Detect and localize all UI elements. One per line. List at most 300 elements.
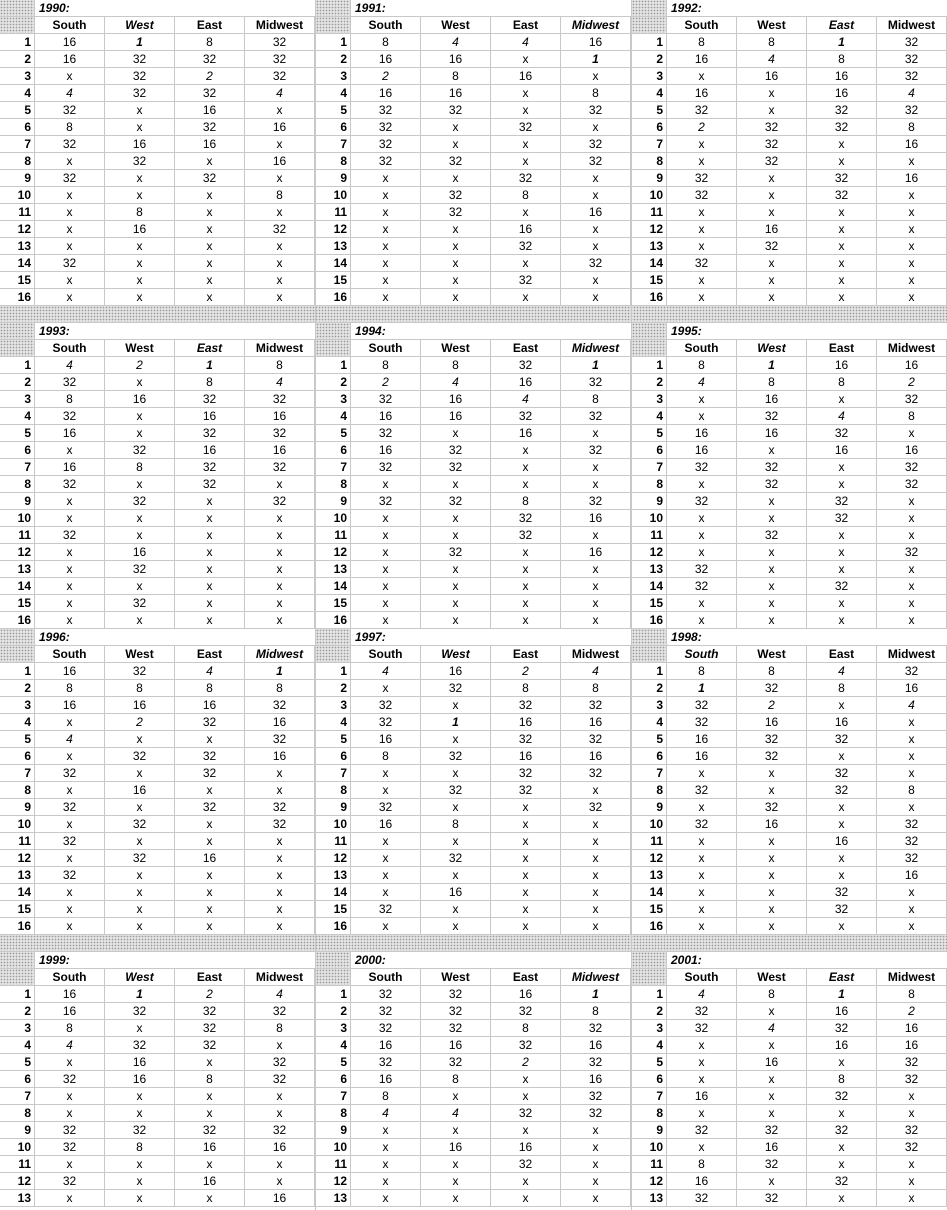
data-cell[interactable]: 32: [351, 153, 421, 170]
year-label[interactable]: 2001:: [667, 952, 947, 969]
data-cell[interactable]: x: [667, 289, 737, 306]
data-cell[interactable]: 16: [105, 1071, 175, 1088]
data-cell[interactable]: 32: [491, 697, 561, 714]
data-cell[interactable]: 16: [351, 1071, 421, 1088]
data-cell[interactable]: x: [807, 1156, 877, 1173]
data-cell[interactable]: 16: [667, 85, 737, 102]
data-cell[interactable]: 4: [491, 34, 561, 51]
data-cell[interactable]: 4: [421, 1105, 491, 1122]
data-cell[interactable]: x: [175, 289, 245, 306]
data-cell[interactable]: x: [737, 1088, 807, 1105]
column-header-west[interactable]: West: [421, 340, 491, 357]
data-cell[interactable]: 32: [105, 748, 175, 765]
data-cell[interactable]: x: [491, 561, 561, 578]
data-cell[interactable]: 16: [175, 697, 245, 714]
data-cell[interactable]: 32: [245, 1003, 315, 1020]
data-cell[interactable]: 16: [421, 1139, 491, 1156]
column-header-south[interactable]: South: [667, 969, 737, 986]
data-cell[interactable]: x: [491, 850, 561, 867]
data-cell[interactable]: x: [737, 1105, 807, 1122]
data-cell[interactable]: 16: [737, 68, 807, 85]
column-header-midwest[interactable]: Midwest: [877, 17, 947, 34]
data-cell[interactable]: x: [245, 561, 315, 578]
data-cell[interactable]: 32: [667, 578, 737, 595]
data-cell[interactable]: 32: [105, 663, 175, 680]
column-header-east[interactable]: East: [491, 646, 561, 663]
data-cell[interactable]: 32: [491, 408, 561, 425]
column-header-midwest[interactable]: Midwest: [877, 969, 947, 986]
column-header-west[interactable]: West: [421, 969, 491, 986]
data-cell[interactable]: 16: [737, 391, 807, 408]
data-cell[interactable]: 16: [175, 102, 245, 119]
data-cell[interactable]: 32: [491, 357, 561, 374]
column-header-midwest[interactable]: Midwest: [561, 340, 631, 357]
data-cell[interactable]: 32: [737, 680, 807, 697]
data-cell[interactable]: 32: [877, 833, 947, 850]
column-header-midwest[interactable]: Midwest: [245, 646, 315, 663]
data-cell[interactable]: x: [561, 425, 631, 442]
data-cell[interactable]: x: [245, 544, 315, 561]
data-cell[interactable]: 32: [105, 1122, 175, 1139]
data-cell[interactable]: 8: [737, 34, 807, 51]
data-cell[interactable]: 4: [175, 663, 245, 680]
data-cell[interactable]: x: [421, 867, 491, 884]
data-cell[interactable]: 8: [491, 1020, 561, 1037]
data-cell[interactable]: 32: [877, 544, 947, 561]
data-cell[interactable]: 32: [667, 561, 737, 578]
data-cell[interactable]: x: [737, 289, 807, 306]
data-cell[interactable]: x: [351, 255, 421, 272]
data-cell[interactable]: 8: [421, 1071, 491, 1088]
year-label[interactable]: 2000:: [351, 952, 631, 969]
data-cell[interactable]: 8: [105, 1139, 175, 1156]
data-cell[interactable]: 32: [351, 102, 421, 119]
data-cell[interactable]: x: [35, 442, 105, 459]
year-label[interactable]: 1994:: [351, 323, 631, 340]
data-cell[interactable]: 32: [667, 697, 737, 714]
column-header-east[interactable]: East: [491, 969, 561, 986]
data-cell[interactable]: x: [175, 1054, 245, 1071]
data-cell[interactable]: 16: [245, 714, 315, 731]
data-cell[interactable]: x: [421, 272, 491, 289]
column-header-east[interactable]: East: [491, 17, 561, 34]
data-cell[interactable]: 32: [877, 459, 947, 476]
data-cell[interactable]: 16: [491, 986, 561, 1003]
data-cell[interactable]: 16: [667, 442, 737, 459]
data-cell[interactable]: x: [175, 901, 245, 918]
data-cell[interactable]: 32: [491, 765, 561, 782]
data-cell[interactable]: x: [737, 544, 807, 561]
data-cell[interactable]: 32: [421, 680, 491, 697]
data-cell[interactable]: 32: [105, 442, 175, 459]
data-cell[interactable]: x: [491, 918, 561, 935]
data-cell[interactable]: x: [175, 527, 245, 544]
data-cell[interactable]: 4: [421, 34, 491, 51]
data-cell[interactable]: x: [561, 850, 631, 867]
data-cell[interactable]: 32: [807, 884, 877, 901]
data-cell[interactable]: x: [561, 1139, 631, 1156]
data-cell[interactable]: x: [421, 578, 491, 595]
data-cell[interactable]: 8: [491, 680, 561, 697]
data-cell[interactable]: 32: [245, 221, 315, 238]
data-cell[interactable]: x: [491, 799, 561, 816]
data-cell[interactable]: 32: [877, 68, 947, 85]
data-cell[interactable]: 32: [667, 459, 737, 476]
data-cell[interactable]: 32: [105, 816, 175, 833]
data-cell[interactable]: x: [877, 493, 947, 510]
data-cell[interactable]: 32: [667, 782, 737, 799]
data-cell[interactable]: x: [807, 221, 877, 238]
data-cell[interactable]: x: [737, 918, 807, 935]
data-cell[interactable]: x: [245, 867, 315, 884]
data-cell[interactable]: 32: [351, 391, 421, 408]
data-cell[interactable]: x: [877, 765, 947, 782]
data-cell[interactable]: x: [351, 187, 421, 204]
data-cell[interactable]: 32: [561, 102, 631, 119]
data-cell[interactable]: x: [737, 765, 807, 782]
data-cell[interactable]: 4: [421, 374, 491, 391]
data-cell[interactable]: 32: [245, 816, 315, 833]
data-cell[interactable]: x: [351, 221, 421, 238]
data-cell[interactable]: x: [175, 782, 245, 799]
data-cell[interactable]: x: [737, 612, 807, 629]
data-cell[interactable]: x: [35, 901, 105, 918]
year-label[interactable]: 1993:: [35, 323, 315, 340]
data-cell[interactable]: x: [491, 1071, 561, 1088]
data-cell[interactable]: 4: [35, 85, 105, 102]
data-cell[interactable]: 32: [35, 170, 105, 187]
data-cell[interactable]: 32: [245, 51, 315, 68]
data-cell[interactable]: x: [421, 595, 491, 612]
data-cell[interactable]: 32: [561, 1088, 631, 1105]
data-cell[interactable]: 8: [561, 1003, 631, 1020]
data-cell[interactable]: x: [421, 1088, 491, 1105]
data-cell[interactable]: 32: [807, 425, 877, 442]
data-cell[interactable]: x: [105, 612, 175, 629]
data-cell[interactable]: 32: [421, 493, 491, 510]
data-cell[interactable]: 32: [105, 1003, 175, 1020]
data-cell[interactable]: x: [175, 238, 245, 255]
data-cell[interactable]: 32: [877, 391, 947, 408]
data-cell[interactable]: x: [245, 850, 315, 867]
data-cell[interactable]: 16: [351, 51, 421, 68]
year-label[interactable]: 1998:: [667, 629, 947, 646]
data-cell[interactable]: x: [561, 867, 631, 884]
data-cell[interactable]: 32: [351, 1020, 421, 1037]
data-cell[interactable]: x: [421, 289, 491, 306]
data-cell[interactable]: 16: [491, 374, 561, 391]
data-cell[interactable]: x: [667, 1105, 737, 1122]
data-cell[interactable]: x: [877, 1173, 947, 1190]
data-cell[interactable]: x: [175, 255, 245, 272]
data-cell[interactable]: x: [807, 867, 877, 884]
data-cell[interactable]: 8: [245, 1020, 315, 1037]
data-cell[interactable]: 4: [351, 1105, 421, 1122]
data-cell[interactable]: 32: [245, 34, 315, 51]
data-cell[interactable]: 32: [351, 697, 421, 714]
data-cell[interactable]: x: [421, 476, 491, 493]
data-cell[interactable]: 32: [877, 816, 947, 833]
data-cell[interactable]: x: [667, 272, 737, 289]
data-cell[interactable]: x: [351, 867, 421, 884]
data-cell[interactable]: 16: [807, 1037, 877, 1054]
data-cell[interactable]: x: [491, 1122, 561, 1139]
data-cell[interactable]: x: [175, 1156, 245, 1173]
column-header-midwest[interactable]: Midwest: [561, 646, 631, 663]
data-cell[interactable]: 8: [667, 357, 737, 374]
column-header-south[interactable]: South: [351, 340, 421, 357]
data-cell[interactable]: x: [351, 544, 421, 561]
data-cell[interactable]: x: [737, 493, 807, 510]
data-cell[interactable]: 16: [877, 136, 947, 153]
data-cell[interactable]: x: [175, 612, 245, 629]
data-cell[interactable]: 32: [737, 136, 807, 153]
data-cell[interactable]: 8: [667, 1156, 737, 1173]
data-cell[interactable]: x: [35, 238, 105, 255]
data-cell[interactable]: 32: [175, 51, 245, 68]
data-cell[interactable]: 32: [877, 850, 947, 867]
data-cell[interactable]: x: [667, 918, 737, 935]
data-cell[interactable]: x: [561, 187, 631, 204]
data-cell[interactable]: 16: [175, 442, 245, 459]
data-cell[interactable]: 32: [105, 561, 175, 578]
data-cell[interactable]: 16: [35, 697, 105, 714]
data-cell[interactable]: x: [245, 527, 315, 544]
data-cell[interactable]: x: [807, 1054, 877, 1071]
data-cell[interactable]: x: [667, 527, 737, 544]
data-cell[interactable]: x: [561, 816, 631, 833]
data-cell[interactable]: 16: [807, 85, 877, 102]
data-cell[interactable]: x: [807, 527, 877, 544]
data-cell[interactable]: x: [737, 170, 807, 187]
data-cell[interactable]: x: [421, 1156, 491, 1173]
data-cell[interactable]: 32: [877, 1122, 947, 1139]
data-cell[interactable]: 16: [561, 748, 631, 765]
data-cell[interactable]: x: [175, 510, 245, 527]
data-cell[interactable]: 4: [35, 357, 105, 374]
data-cell[interactable]: 2: [737, 697, 807, 714]
data-cell[interactable]: x: [561, 1190, 631, 1207]
data-cell[interactable]: 32: [35, 1071, 105, 1088]
data-cell[interactable]: 32: [561, 374, 631, 391]
data-cell[interactable]: x: [807, 595, 877, 612]
data-cell[interactable]: x: [351, 884, 421, 901]
data-cell[interactable]: 32: [175, 425, 245, 442]
data-cell[interactable]: x: [737, 272, 807, 289]
data-cell[interactable]: x: [105, 374, 175, 391]
data-cell[interactable]: x: [245, 102, 315, 119]
data-cell[interactable]: 4: [35, 1037, 105, 1054]
data-cell[interactable]: 16: [737, 1139, 807, 1156]
data-cell[interactable]: 16: [491, 1139, 561, 1156]
data-cell[interactable]: 16: [35, 425, 105, 442]
data-cell[interactable]: 32: [35, 1173, 105, 1190]
data-cell[interactable]: x: [175, 493, 245, 510]
year-label[interactable]: 1991:: [351, 0, 631, 17]
data-cell[interactable]: 16: [737, 1054, 807, 1071]
data-cell[interactable]: 32: [807, 765, 877, 782]
data-cell[interactable]: 32: [351, 119, 421, 136]
data-cell[interactable]: x: [105, 731, 175, 748]
data-cell[interactable]: x: [737, 901, 807, 918]
data-cell[interactable]: x: [245, 255, 315, 272]
data-cell[interactable]: 32: [561, 1105, 631, 1122]
data-cell[interactable]: x: [667, 510, 737, 527]
data-cell[interactable]: x: [807, 204, 877, 221]
data-cell[interactable]: x: [877, 578, 947, 595]
data-cell[interactable]: x: [667, 1037, 737, 1054]
data-cell[interactable]: x: [175, 187, 245, 204]
data-cell[interactable]: 16: [491, 714, 561, 731]
year-label[interactable]: 1992:: [667, 0, 947, 17]
data-cell[interactable]: x: [491, 595, 561, 612]
data-cell[interactable]: 32: [245, 731, 315, 748]
data-cell[interactable]: x: [807, 272, 877, 289]
data-cell[interactable]: 32: [351, 986, 421, 1003]
data-cell[interactable]: x: [245, 884, 315, 901]
data-cell[interactable]: x: [667, 68, 737, 85]
data-cell[interactable]: x: [491, 289, 561, 306]
data-cell[interactable]: x: [351, 561, 421, 578]
data-cell[interactable]: 16: [421, 1037, 491, 1054]
data-cell[interactable]: 16: [737, 816, 807, 833]
data-cell[interactable]: 16: [877, 1020, 947, 1037]
data-cell[interactable]: 16: [737, 221, 807, 238]
data-cell[interactable]: x: [351, 833, 421, 850]
data-cell[interactable]: 32: [35, 102, 105, 119]
data-cell[interactable]: 32: [667, 493, 737, 510]
data-cell[interactable]: x: [105, 102, 175, 119]
column-header-south[interactable]: South: [35, 969, 105, 986]
data-cell[interactable]: x: [351, 595, 421, 612]
data-cell[interactable]: 32: [245, 391, 315, 408]
data-cell[interactable]: x: [807, 850, 877, 867]
data-cell[interactable]: 16: [421, 884, 491, 901]
data-cell[interactable]: x: [35, 918, 105, 935]
data-cell[interactable]: 32: [35, 765, 105, 782]
data-cell[interactable]: 32: [351, 1054, 421, 1071]
data-cell[interactable]: 32: [737, 748, 807, 765]
data-cell[interactable]: x: [245, 833, 315, 850]
data-cell[interactable]: 8: [175, 34, 245, 51]
data-cell[interactable]: 32: [807, 1122, 877, 1139]
data-cell[interactable]: x: [491, 442, 561, 459]
data-cell[interactable]: 1: [175, 357, 245, 374]
data-cell[interactable]: x: [421, 799, 491, 816]
column-header-south[interactable]: South: [35, 17, 105, 34]
data-cell[interactable]: x: [561, 884, 631, 901]
data-cell[interactable]: 32: [105, 850, 175, 867]
column-header-west[interactable]: West: [421, 646, 491, 663]
data-cell[interactable]: 8: [421, 357, 491, 374]
data-cell[interactable]: x: [245, 289, 315, 306]
data-cell[interactable]: 4: [737, 51, 807, 68]
data-cell[interactable]: 32: [35, 799, 105, 816]
data-cell[interactable]: 16: [105, 1054, 175, 1071]
data-cell[interactable]: 32: [421, 187, 491, 204]
data-cell[interactable]: x: [35, 153, 105, 170]
data-cell[interactable]: x: [737, 102, 807, 119]
data-cell[interactable]: 16: [351, 85, 421, 102]
data-cell[interactable]: 32: [175, 119, 245, 136]
column-header-midwest[interactable]: Midwest: [877, 646, 947, 663]
data-cell[interactable]: x: [245, 1156, 315, 1173]
data-cell[interactable]: 16: [245, 408, 315, 425]
data-cell[interactable]: 32: [877, 1054, 947, 1071]
data-cell[interactable]: 32: [421, 782, 491, 799]
data-cell[interactable]: x: [245, 510, 315, 527]
data-cell[interactable]: 32: [491, 272, 561, 289]
data-cell[interactable]: x: [807, 561, 877, 578]
data-cell[interactable]: x: [561, 901, 631, 918]
data-cell[interactable]: x: [421, 833, 491, 850]
data-cell[interactable]: x: [351, 918, 421, 935]
data-cell[interactable]: 32: [561, 442, 631, 459]
data-cell[interactable]: x: [351, 1173, 421, 1190]
data-cell[interactable]: x: [245, 901, 315, 918]
data-cell[interactable]: x: [667, 136, 737, 153]
column-header-west[interactable]: West: [737, 17, 807, 34]
data-cell[interactable]: x: [667, 595, 737, 612]
data-cell[interactable]: 32: [491, 510, 561, 527]
data-cell[interactable]: x: [175, 867, 245, 884]
data-cell[interactable]: 32: [667, 1003, 737, 1020]
data-cell[interactable]: x: [877, 748, 947, 765]
data-cell[interactable]: 16: [491, 748, 561, 765]
data-cell[interactable]: 4: [245, 85, 315, 102]
data-cell[interactable]: 1: [245, 663, 315, 680]
data-cell[interactable]: 4: [807, 408, 877, 425]
data-cell[interactable]: 32: [175, 476, 245, 493]
data-cell[interactable]: 16: [175, 850, 245, 867]
data-cell[interactable]: x: [245, 765, 315, 782]
data-cell[interactable]: x: [245, 1105, 315, 1122]
data-cell[interactable]: 32: [421, 850, 491, 867]
data-cell[interactable]: x: [105, 1105, 175, 1122]
column-header-west[interactable]: West: [105, 646, 175, 663]
data-cell[interactable]: 32: [245, 68, 315, 85]
data-cell[interactable]: x: [105, 510, 175, 527]
data-cell[interactable]: x: [35, 748, 105, 765]
data-cell[interactable]: 16: [245, 748, 315, 765]
data-cell[interactable]: 32: [105, 493, 175, 510]
data-cell[interactable]: 8: [877, 782, 947, 799]
data-cell[interactable]: x: [351, 1122, 421, 1139]
data-cell[interactable]: 8: [245, 187, 315, 204]
column-header-east[interactable]: East: [807, 969, 877, 986]
data-cell[interactable]: 8: [35, 1020, 105, 1037]
data-cell[interactable]: x: [35, 578, 105, 595]
data-cell[interactable]: 32: [807, 170, 877, 187]
data-cell[interactable]: x: [105, 238, 175, 255]
data-cell[interactable]: 16: [877, 1037, 947, 1054]
data-cell[interactable]: 16: [105, 697, 175, 714]
data-cell[interactable]: 32: [807, 1088, 877, 1105]
data-cell[interactable]: x: [807, 238, 877, 255]
data-cell[interactable]: 32: [491, 1105, 561, 1122]
data-cell[interactable]: x: [561, 561, 631, 578]
data-cell[interactable]: 4: [877, 697, 947, 714]
column-header-east[interactable]: East: [491, 340, 561, 357]
data-cell[interactable]: x: [105, 1190, 175, 1207]
data-cell[interactable]: 8: [491, 187, 561, 204]
data-cell[interactable]: x: [561, 221, 631, 238]
data-cell[interactable]: 16: [351, 1037, 421, 1054]
data-cell[interactable]: 32: [245, 425, 315, 442]
data-cell[interactable]: x: [35, 1156, 105, 1173]
data-cell[interactable]: x: [421, 1190, 491, 1207]
data-cell[interactable]: 16: [421, 85, 491, 102]
